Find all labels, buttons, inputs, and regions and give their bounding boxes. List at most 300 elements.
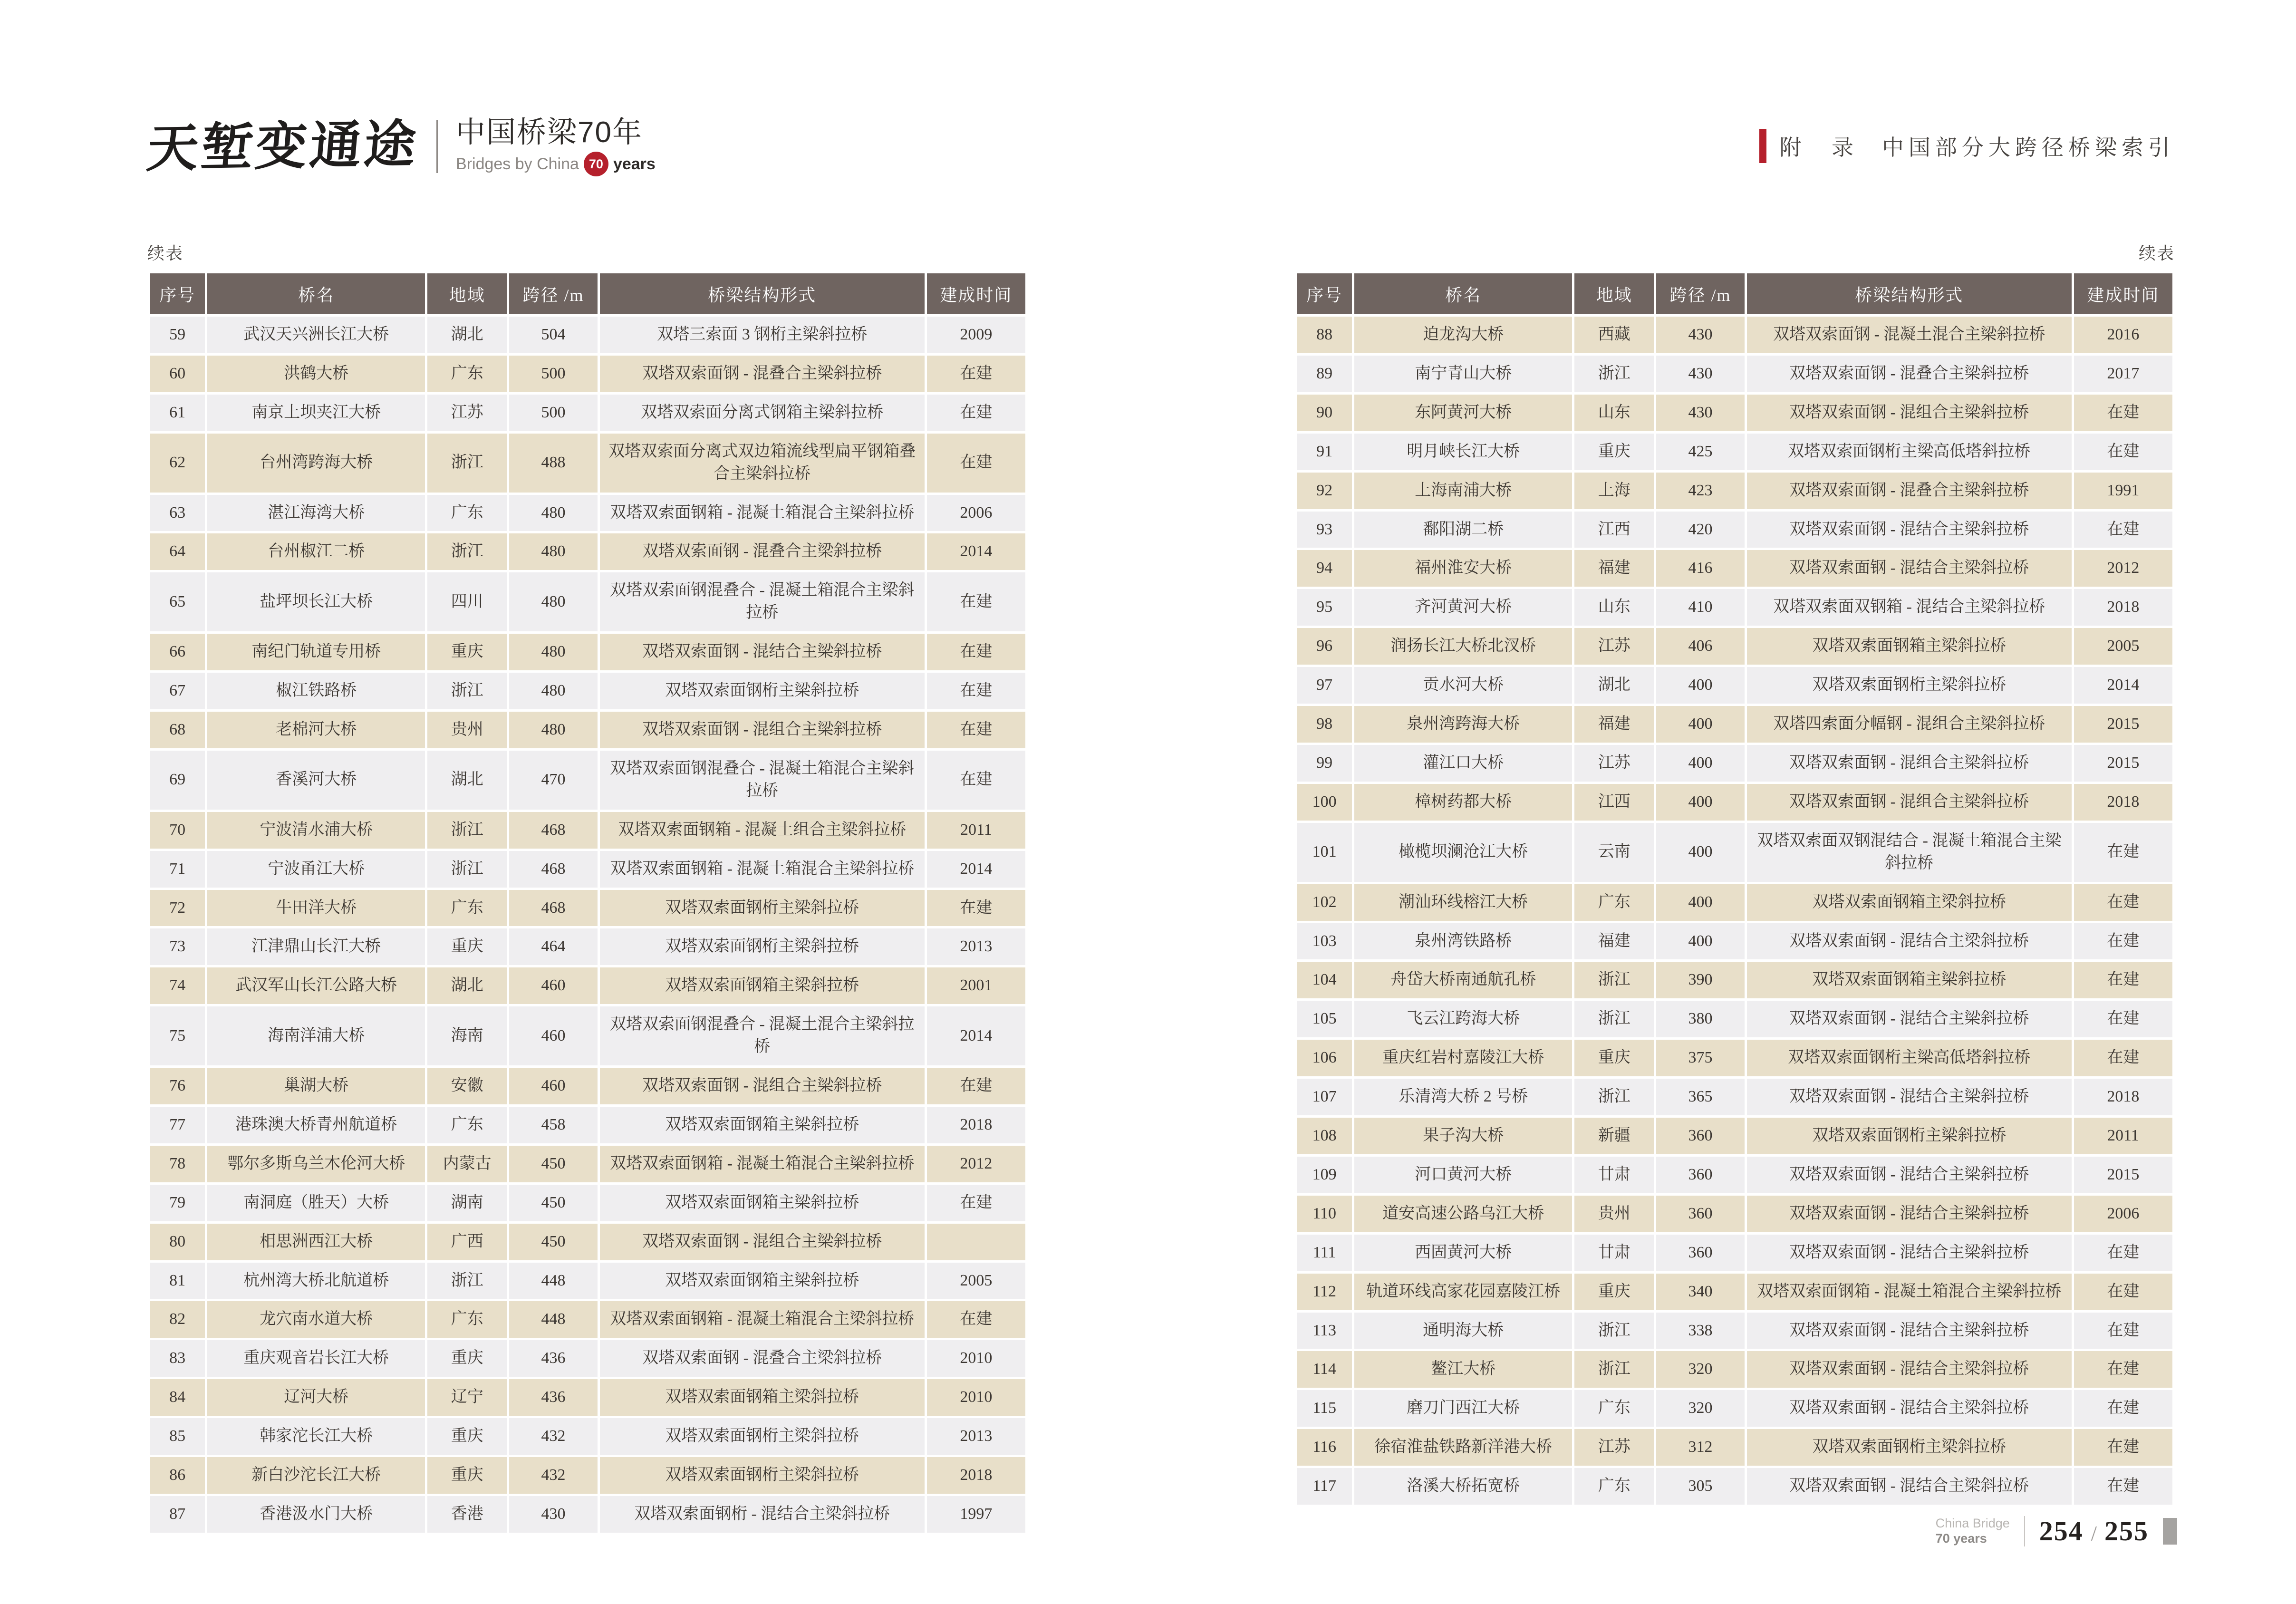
table-cell: 2018 bbox=[2074, 1079, 2172, 1115]
table-cell: 鄱阳湖二桥 bbox=[1354, 512, 1572, 548]
table-cell: 双塔双索面钢 - 混组合主梁斜拉桥 bbox=[1747, 745, 2072, 782]
table-cell: 416 bbox=[1656, 550, 1744, 587]
table-cell: 在建 bbox=[927, 890, 1025, 927]
column-header: 序号 bbox=[150, 273, 205, 314]
table-cell: 480 bbox=[509, 572, 597, 631]
table-cell: 1997 bbox=[927, 1496, 1025, 1533]
table-cell: 410 bbox=[1656, 589, 1744, 626]
table-cell: 90 bbox=[1297, 395, 1352, 431]
table-cell: 樟树药都大桥 bbox=[1354, 784, 1572, 821]
table-cell: 广东 bbox=[427, 1107, 507, 1143]
table-cell: 480 bbox=[509, 533, 597, 570]
table-cell: 2014 bbox=[927, 533, 1025, 570]
table-cell: 双塔双索面钢 - 混结合主梁斜拉桥 bbox=[1747, 1001, 2072, 1037]
table-cell: 2005 bbox=[2074, 628, 2172, 665]
table-cell: 61 bbox=[150, 395, 205, 431]
continuation-label-right: 续表 bbox=[2138, 244, 2175, 263]
table-cell: 在建 bbox=[927, 356, 1025, 392]
table-cell: 在建 bbox=[927, 395, 1025, 431]
table-cell: 在建 bbox=[927, 1185, 1025, 1221]
table-cell: 洪鹤大桥 bbox=[207, 356, 425, 392]
table-cell: 浙江 bbox=[427, 673, 507, 709]
table-cell: 西固黄河大桥 bbox=[1354, 1235, 1572, 1271]
table-cell: 南洞庭（胜天）大桥 bbox=[207, 1185, 425, 1221]
table-row bbox=[1297, 550, 2172, 587]
table-cell: 江西 bbox=[1574, 512, 1654, 548]
footer-block-icon bbox=[2163, 1518, 2177, 1545]
table-cell: 相思洲西江大桥 bbox=[207, 1224, 425, 1260]
table-cell: 双塔双索面双钢箱 - 混结合主梁斜拉桥 bbox=[1747, 589, 2072, 626]
table-cell: 湖北 bbox=[427, 967, 507, 1004]
table-row bbox=[1297, 434, 2172, 470]
table-cell: 明月峡长江大桥 bbox=[1354, 434, 1572, 470]
table-cell: 浙江 bbox=[1574, 356, 1654, 392]
table-cell: 台州椒江二桥 bbox=[207, 533, 425, 570]
table-cell: 杭州湾大桥北航道桥 bbox=[207, 1263, 425, 1299]
table-cell: 在建 bbox=[2074, 1274, 2172, 1310]
table-cell: 双塔双索面钢桁主梁斜拉桥 bbox=[600, 890, 925, 927]
table-cell: 67 bbox=[150, 673, 205, 709]
table-cell: 63 bbox=[150, 495, 205, 531]
table-header-row bbox=[150, 273, 1025, 314]
table-cell: 312 bbox=[1656, 1429, 1744, 1466]
table-cell: 双塔双索面钢 - 混组合主梁斜拉桥 bbox=[1747, 784, 2072, 821]
table-cell: 双塔双索面钢箱主梁斜拉桥 bbox=[600, 1263, 925, 1299]
table-cell: 360 bbox=[1656, 1196, 1744, 1232]
tables-area bbox=[147, 240, 2175, 1535]
table-cell: 港珠澳大桥青州航道桥 bbox=[207, 1107, 425, 1143]
table-cell: 360 bbox=[1656, 1235, 1744, 1271]
table-cell: 广东 bbox=[427, 356, 507, 392]
table-cell: 400 bbox=[1656, 784, 1744, 821]
table-cell: 湖北 bbox=[1574, 667, 1654, 704]
table-row bbox=[150, 712, 1025, 748]
table-cell: 海南洋浦大桥 bbox=[207, 1006, 425, 1065]
table-cell: 上海 bbox=[1574, 473, 1654, 509]
table-cell: 双塔双索面钢 - 混结合主梁斜拉桥 bbox=[1747, 1313, 2072, 1349]
table-cell: 韩家沱长江大桥 bbox=[207, 1418, 425, 1455]
continuation-label-left: 续表 bbox=[147, 244, 184, 263]
table-cell: 468 bbox=[509, 890, 597, 927]
table-cell: 在建 bbox=[927, 751, 1025, 810]
table-row bbox=[1297, 884, 2172, 921]
table-cell: 广西 bbox=[427, 1224, 507, 1260]
table-cell: 双塔双索面钢箱主梁斜拉桥 bbox=[600, 1379, 925, 1416]
table-cell: 在建 bbox=[2074, 395, 2172, 431]
column-header: 桥名 bbox=[1354, 273, 1572, 314]
table-row bbox=[1297, 1390, 2172, 1427]
bridge-index-table-left bbox=[147, 271, 1028, 1535]
table-cell: 504 bbox=[509, 317, 597, 353]
table-cell: 上海南浦大桥 bbox=[1354, 473, 1572, 509]
table-cell: 488 bbox=[509, 434, 597, 493]
table-cell: 重庆 bbox=[427, 928, 507, 965]
table-cell: 香溪河大桥 bbox=[207, 751, 425, 810]
table-cell: 双塔双索面钢桁主梁高低塔斜拉桥 bbox=[1747, 1040, 2072, 1076]
table-row bbox=[150, 1496, 1025, 1533]
table-cell: 双塔双索面钢桁主梁斜拉桥 bbox=[600, 1457, 925, 1494]
table-cell: 牛田洋大桥 bbox=[207, 890, 425, 927]
table-cell: 湖北 bbox=[427, 317, 507, 353]
table-cell: 468 bbox=[509, 812, 597, 849]
table-cell: 1991 bbox=[2074, 473, 2172, 509]
table-cell: 双塔双索面钢 - 混组合主梁斜拉桥 bbox=[600, 1224, 925, 1260]
logo-calligraphy-text: 天堑变通途 bbox=[144, 114, 422, 179]
table-row bbox=[150, 1301, 1025, 1338]
table-cell: 2005 bbox=[927, 1263, 1025, 1299]
table-cell: 双塔双索面钢箱主梁斜拉桥 bbox=[600, 967, 925, 1004]
table-cell: 双塔双索面钢箱 - 混凝土箱混合主梁斜拉桥 bbox=[600, 1301, 925, 1338]
table-cell: 内蒙古 bbox=[427, 1146, 507, 1182]
table-cell: 安徽 bbox=[427, 1068, 507, 1104]
table-cell: 在建 bbox=[927, 712, 1025, 748]
table-cell: 果子沟大桥 bbox=[1354, 1118, 1572, 1154]
table-cell: 贵州 bbox=[1574, 1196, 1654, 1232]
table-cell: 83 bbox=[150, 1340, 205, 1377]
table-cell bbox=[927, 1224, 1025, 1260]
column-header: 桥梁结构形式 bbox=[600, 273, 925, 314]
table-cell: 2018 bbox=[927, 1107, 1025, 1143]
table-cell: 双塔双索面钢桁主梁斜拉桥 bbox=[600, 1418, 925, 1455]
table-row bbox=[150, 1418, 1025, 1455]
table-cell: 460 bbox=[509, 967, 597, 1004]
table-cell: 68 bbox=[150, 712, 205, 748]
table-cell: 430 bbox=[1656, 395, 1744, 431]
table-cell: 305 bbox=[1656, 1468, 1744, 1505]
table-cell: 江西 bbox=[1574, 784, 1654, 821]
appendix-title: 中国部分大跨径桥梁索引 bbox=[1882, 135, 2175, 160]
table-cell: 浙江 bbox=[1574, 962, 1654, 998]
table-cell: 448 bbox=[509, 1263, 597, 1299]
table-cell: 448 bbox=[509, 1301, 597, 1338]
table-cell: 武汉军山长江公路大桥 bbox=[207, 967, 425, 1004]
table-cell: 365 bbox=[1656, 1079, 1744, 1115]
table-cell: 2009 bbox=[927, 317, 1025, 353]
table-cell: 106 bbox=[1297, 1040, 1352, 1076]
table-row bbox=[1297, 1040, 2172, 1076]
logo-70-badge: 70 bbox=[584, 152, 608, 176]
table-row bbox=[1297, 1235, 2172, 1271]
table-cell: 在建 bbox=[927, 1068, 1025, 1104]
table-cell: 117 bbox=[1297, 1468, 1352, 1505]
column-header: 桥名 bbox=[207, 273, 425, 314]
bridge-index-table-right bbox=[1294, 271, 2175, 1507]
table-cell: 72 bbox=[150, 890, 205, 927]
table-cell: 2014 bbox=[927, 851, 1025, 888]
table-cell: 双塔双索面钢桁 - 混结合主梁斜拉桥 bbox=[600, 1496, 925, 1533]
column-header: 序号 bbox=[1297, 273, 1352, 314]
table-cell: 福建 bbox=[1574, 706, 1654, 743]
table-cell: 双塔三索面 3 钢桁主梁斜拉桥 bbox=[600, 317, 925, 353]
table-row bbox=[1297, 317, 2172, 353]
table-cell: 双塔双索面钢混叠合 - 混凝土箱混合主梁斜拉桥 bbox=[600, 572, 925, 631]
page-footer bbox=[1936, 1515, 2177, 1547]
table-cell: 重庆观音岩长江大桥 bbox=[207, 1340, 425, 1377]
table-cell: 85 bbox=[150, 1418, 205, 1455]
table-cell: 在建 bbox=[927, 634, 1025, 670]
table-cell: 重庆红岩村嘉陵江大桥 bbox=[1354, 1040, 1572, 1076]
table-cell: 76 bbox=[150, 1068, 205, 1104]
appendix-red-bar-icon bbox=[1759, 129, 1766, 163]
table-cell: 458 bbox=[509, 1107, 597, 1143]
table-row bbox=[1297, 1429, 2172, 1466]
table-cell: 东阿黄河大桥 bbox=[1354, 395, 1572, 431]
table-cell: 重庆 bbox=[1574, 1040, 1654, 1076]
table-cell: 双塔双索面钢 - 混结合主梁斜拉桥 bbox=[1747, 1196, 2072, 1232]
table-cell: 480 bbox=[509, 673, 597, 709]
table-cell: 南宁青山大桥 bbox=[1354, 356, 1572, 392]
table-cell: 双塔双索面钢 - 混结合主梁斜拉桥 bbox=[1747, 550, 2072, 587]
table-row bbox=[1297, 1079, 2172, 1115]
table-cell: 灌江口大桥 bbox=[1354, 745, 1572, 782]
table-cell: 69 bbox=[150, 751, 205, 810]
table-cell: 77 bbox=[150, 1107, 205, 1143]
table-cell: 山东 bbox=[1574, 589, 1654, 626]
table-cell: 浙江 bbox=[1574, 1001, 1654, 1037]
table-row bbox=[150, 1006, 1025, 1065]
table-cell: 115 bbox=[1297, 1390, 1352, 1427]
table-cell: 迫龙沟大桥 bbox=[1354, 317, 1572, 353]
table-cell: 盐坪坝长江大桥 bbox=[207, 572, 425, 631]
table-cell: 在建 bbox=[2074, 823, 2172, 882]
table-cell: 龙穴南水道大桥 bbox=[207, 1301, 425, 1338]
table-cell: 500 bbox=[509, 356, 597, 392]
table-cell: 在建 bbox=[2074, 1390, 2172, 1427]
table-row bbox=[150, 1379, 1025, 1416]
left-table-panel bbox=[147, 240, 1028, 1535]
table-cell: 86 bbox=[150, 1457, 205, 1494]
column-header: 地域 bbox=[1574, 273, 1654, 314]
table-row bbox=[150, 495, 1025, 531]
table-cell: 480 bbox=[509, 495, 597, 531]
table-cell: 重庆 bbox=[427, 1340, 507, 1377]
table-cell: 2014 bbox=[927, 1006, 1025, 1065]
table-row bbox=[1297, 923, 2172, 960]
table-row bbox=[150, 673, 1025, 709]
table-cell: 双塔双索面钢 - 混叠合主梁斜拉桥 bbox=[1747, 356, 2072, 392]
table-cell: 在建 bbox=[927, 673, 1025, 709]
table-cell: 425 bbox=[1656, 434, 1744, 470]
table-cell: 400 bbox=[1656, 706, 1744, 743]
table-cell: 甘肃 bbox=[1574, 1235, 1654, 1271]
table-cell: 59 bbox=[150, 317, 205, 353]
table-row bbox=[1297, 395, 2172, 431]
table-cell: 香港 bbox=[427, 1496, 507, 1533]
table-cell: 双塔双索面钢桁主梁斜拉桥 bbox=[600, 928, 925, 965]
table-cell: 四川 bbox=[427, 572, 507, 631]
table-cell: 89 bbox=[1297, 356, 1352, 392]
table-cell: 105 bbox=[1297, 1001, 1352, 1037]
table-row bbox=[1297, 784, 2172, 821]
table-cell: 470 bbox=[509, 751, 597, 810]
column-header: 地域 bbox=[427, 273, 507, 314]
table-cell: 双塔双索面钢箱主梁斜拉桥 bbox=[1747, 884, 2072, 921]
table-cell: 338 bbox=[1656, 1313, 1744, 1349]
table-cell: 在建 bbox=[927, 572, 1025, 631]
table-cell: 400 bbox=[1656, 884, 1744, 921]
table-cell: 重庆 bbox=[427, 634, 507, 670]
table-cell: 81 bbox=[150, 1263, 205, 1299]
table-cell: 450 bbox=[509, 1224, 597, 1260]
table-cell: 双塔双索面钢 - 混结合主梁斜拉桥 bbox=[1747, 1351, 2072, 1388]
table-cell: 广东 bbox=[427, 890, 507, 927]
table-cell: 广东 bbox=[427, 1301, 507, 1338]
table-cell: 430 bbox=[1656, 356, 1744, 392]
page-header bbox=[144, 114, 2175, 193]
table-cell: 湖南 bbox=[427, 1185, 507, 1221]
table-cell: 80 bbox=[150, 1224, 205, 1260]
table-cell: 双塔双索面钢 - 混叠合主梁斜拉桥 bbox=[600, 533, 925, 570]
table-cell: 2014 bbox=[2074, 667, 2172, 704]
table-cell: 双塔双索面钢箱 - 混凝土组合主梁斜拉桥 bbox=[600, 812, 925, 849]
table-cell: 双塔双索面钢 - 混组合主梁斜拉桥 bbox=[600, 712, 925, 748]
table-cell: 泉州湾铁路桥 bbox=[1354, 923, 1572, 960]
logo-subtitle-en: Bridges by China bbox=[456, 155, 579, 174]
table-cell: 62 bbox=[150, 434, 205, 493]
table-cell: 浙江 bbox=[427, 851, 507, 888]
table-row bbox=[150, 851, 1025, 888]
table-row bbox=[150, 1146, 1025, 1182]
table-cell: 广东 bbox=[1574, 1390, 1654, 1427]
table-cell: 双塔双索面钢 - 混结合主梁斜拉桥 bbox=[1747, 1390, 2072, 1427]
table-cell: 浙江 bbox=[427, 812, 507, 849]
table-cell: 新白沙沱长江大桥 bbox=[207, 1457, 425, 1494]
table-cell: 2015 bbox=[2074, 1157, 2172, 1193]
table-cell: 2010 bbox=[927, 1379, 1025, 1416]
table-cell: 通明海大桥 bbox=[1354, 1313, 1572, 1349]
table-cell: 75 bbox=[150, 1006, 205, 1065]
table-cell: 340 bbox=[1656, 1274, 1744, 1310]
table-cell: 江苏 bbox=[1574, 1429, 1654, 1466]
table-cell: 480 bbox=[509, 712, 597, 748]
table-cell: 460 bbox=[509, 1006, 597, 1065]
table-cell: 110 bbox=[1297, 1196, 1352, 1232]
table-cell: 椒江铁路桥 bbox=[207, 673, 425, 709]
book-page bbox=[0, 116, 2296, 1604]
table-cell: 436 bbox=[509, 1379, 597, 1416]
table-cell: 98 bbox=[1297, 706, 1352, 743]
table-cell: 114 bbox=[1297, 1351, 1352, 1388]
table-cell: 2006 bbox=[927, 495, 1025, 531]
table-cell: 双塔双索面钢 - 混叠合主梁斜拉桥 bbox=[1747, 473, 2072, 509]
table-cell: 在建 bbox=[2074, 1001, 2172, 1037]
table-cell: 南纪门轨道专用桥 bbox=[207, 634, 425, 670]
table-cell: 2011 bbox=[2074, 1118, 2172, 1154]
page-number-current: 254 bbox=[2039, 1516, 2084, 1546]
table-cell: 磨刀门西江大桥 bbox=[1354, 1390, 1572, 1427]
table-cell: 双塔双索面钢 - 混结合主梁斜拉桥 bbox=[1747, 1079, 2072, 1115]
table-cell: 广东 bbox=[427, 495, 507, 531]
column-header: 跨径 /m bbox=[1656, 273, 1744, 314]
table-cell: 江津鼎山长江大桥 bbox=[207, 928, 425, 965]
table-cell: 贵州 bbox=[427, 712, 507, 748]
table-cell: 74 bbox=[150, 967, 205, 1004]
table-cell: 64 bbox=[150, 533, 205, 570]
table-cell: 在建 bbox=[2074, 1313, 2172, 1349]
table-cell: 78 bbox=[150, 1146, 205, 1182]
table-cell: 480 bbox=[509, 634, 597, 670]
table-cell: 双塔双索面钢箱 - 混凝土箱混合主梁斜拉桥 bbox=[1747, 1274, 2072, 1310]
table-cell: 河口黄河大桥 bbox=[1354, 1157, 1572, 1193]
table-cell: 在建 bbox=[2074, 1468, 2172, 1505]
table-cell: 2015 bbox=[2074, 745, 2172, 782]
appendix-label: 附 录 bbox=[1779, 135, 1866, 160]
table-cell: 浙江 bbox=[427, 1263, 507, 1299]
table-cell: 在建 bbox=[2074, 884, 2172, 921]
table-cell: 双塔双索面钢 - 混结合主梁斜拉桥 bbox=[1747, 1468, 2072, 1505]
table-cell: 320 bbox=[1656, 1351, 1744, 1388]
table-cell: 江苏 bbox=[1574, 745, 1654, 782]
table-cell: 在建 bbox=[2074, 923, 2172, 960]
page-number-total: 255 bbox=[2104, 1516, 2149, 1546]
table-cell: 宁波清水浦大桥 bbox=[207, 812, 425, 849]
table-cell: 浙江 bbox=[1574, 1351, 1654, 1388]
table-cell: 双塔双索面钢混叠合 - 混凝土混合主梁斜拉桥 bbox=[600, 1006, 925, 1065]
table-cell: 双塔双索面钢 - 混叠合主梁斜拉桥 bbox=[600, 1340, 925, 1377]
table-cell: 浙江 bbox=[427, 434, 507, 493]
table-cell: 79 bbox=[150, 1185, 205, 1221]
table-cell: 双塔双索面钢桁主梁斜拉桥 bbox=[1747, 1118, 2072, 1154]
table-cell: 102 bbox=[1297, 884, 1352, 921]
table-cell: 双塔双索面钢桁主梁斜拉桥 bbox=[600, 673, 925, 709]
table-cell: 双塔双索面钢箱主梁斜拉桥 bbox=[1747, 628, 2072, 665]
table-cell: 江苏 bbox=[1574, 628, 1654, 665]
table-cell: 山东 bbox=[1574, 395, 1654, 431]
table-cell: 双塔双索面钢箱 - 混凝土箱混合主梁斜拉桥 bbox=[600, 1146, 925, 1182]
table-cell: 71 bbox=[150, 851, 205, 888]
table-cell: 双塔双索面钢桁主梁斜拉桥 bbox=[1747, 1429, 2072, 1466]
table-row bbox=[1297, 1468, 2172, 1505]
table-cell: 2013 bbox=[927, 928, 1025, 965]
table-row bbox=[150, 1224, 1025, 1260]
table-cell: 浙江 bbox=[1574, 1079, 1654, 1115]
table-cell: 潮汕环线榕江大桥 bbox=[1354, 884, 1572, 921]
table-cell: 双塔双索面钢箱 - 混凝土箱混合主梁斜拉桥 bbox=[600, 495, 925, 531]
table-cell: 400 bbox=[1656, 823, 1744, 882]
page-number-separator: / bbox=[2091, 1522, 2097, 1545]
table-cell: 润扬长江大桥北汊桥 bbox=[1354, 628, 1572, 665]
table-row bbox=[1297, 589, 2172, 626]
table-cell: 2018 bbox=[2074, 784, 2172, 821]
table-cell: 420 bbox=[1656, 512, 1744, 548]
table-cell: 450 bbox=[509, 1146, 597, 1182]
table-cell: 400 bbox=[1656, 745, 1744, 782]
table-row bbox=[150, 434, 1025, 493]
appendix-header bbox=[1759, 129, 2175, 163]
table-cell: 新疆 bbox=[1574, 1118, 1654, 1154]
table-cell: 500 bbox=[509, 395, 597, 431]
table-cell: 84 bbox=[150, 1379, 205, 1416]
table-cell: 2013 bbox=[927, 1418, 1025, 1455]
table-cell: 2010 bbox=[927, 1340, 1025, 1377]
table-cell: 95 bbox=[1297, 589, 1352, 626]
table-cell: 82 bbox=[150, 1301, 205, 1338]
table-cell: 双塔双索面钢箱主梁斜拉桥 bbox=[1747, 962, 2072, 998]
table-cell: 乐清湾大桥 2 号桥 bbox=[1354, 1079, 1572, 1115]
table-cell: 双塔双索面钢 - 混结合主梁斜拉桥 bbox=[1747, 512, 2072, 548]
table-cell: 湛江海湾大桥 bbox=[207, 495, 425, 531]
table-row bbox=[1297, 1118, 2172, 1154]
table-cell: 广东 bbox=[1574, 884, 1654, 921]
table-cell: 轨道环线高家花园嘉陵江桥 bbox=[1354, 1274, 1572, 1310]
table-cell: 鄂尔多斯乌兰木伦河大桥 bbox=[207, 1146, 425, 1182]
table-cell: 双塔双索面钢桁主梁高低塔斜拉桥 bbox=[1747, 434, 2072, 470]
table-row bbox=[150, 356, 1025, 392]
table-cell: 430 bbox=[509, 1496, 597, 1533]
table-cell: 70 bbox=[150, 812, 205, 849]
table-cell: 重庆 bbox=[1574, 1274, 1654, 1310]
table-cell: 406 bbox=[1656, 628, 1744, 665]
